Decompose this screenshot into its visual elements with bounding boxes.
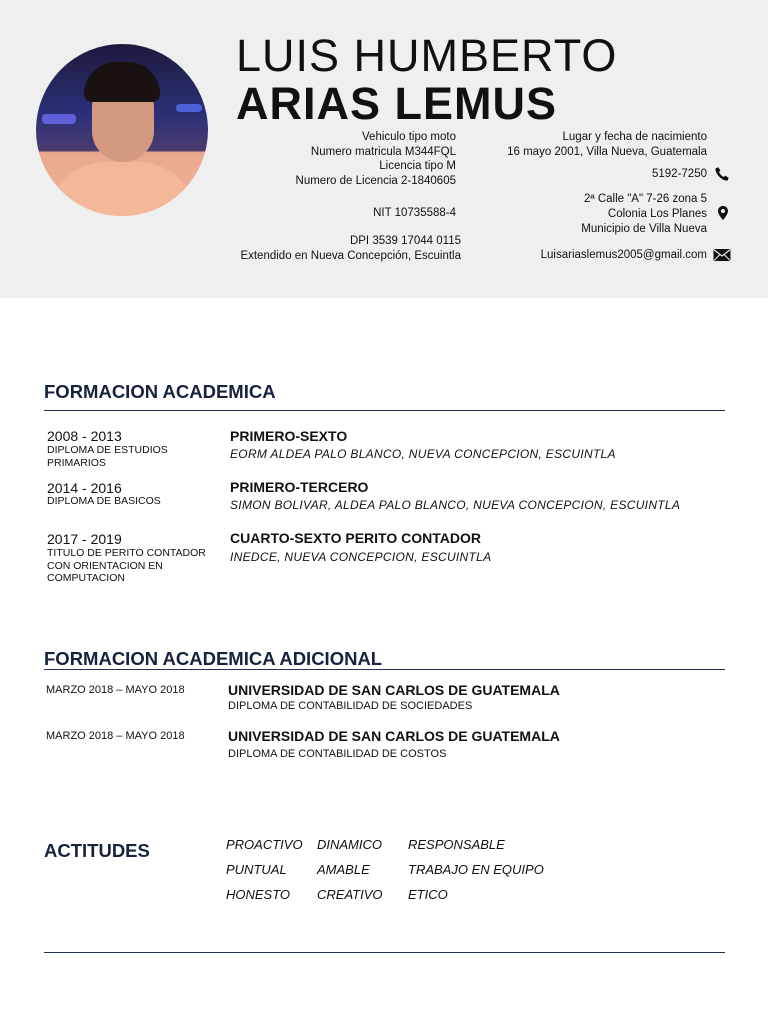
edu-institution-2: SIMON BOLIVAR, ALDEA PALO BLANCO, NUEVA CONCEPCION, ESCUINTLA (230, 498, 681, 512)
dpi-number: DPI 3539 17044 0115 (349, 235, 461, 247)
attitude-item: DINAMICO (317, 837, 382, 852)
edu-note-1: DIPLOMA DE ESTUDIOS PRIMARIOS (47, 444, 168, 469)
vehicle-type: Vehiculo tipo moto (362, 131, 456, 143)
mail-icon (713, 248, 731, 262)
nit-number: NIT 10735588-4 (373, 207, 456, 219)
edu-note-3: TITULO DE PERITO CONTADOR CON ORIENTACION EN COMPUTACION (47, 547, 206, 584)
phone-number: 5192-7250 (652, 168, 707, 180)
edu-degree-2: PRIMERO-TERCERO (230, 479, 369, 495)
edu-note-2: DIPLOMA DE BASICOS (47, 495, 161, 507)
section-title-additional: FORMACION ACADEMICA ADICIONAL (44, 648, 383, 669)
birth-label: Lugar y fecha de nacimiento (562, 131, 707, 143)
first-names: LUIS HUMBERTO (236, 30, 618, 81)
edu-degree-1: PRIMERO-SEXTO (230, 428, 348, 444)
plate-number: Numero matricula M344FQL (310, 146, 456, 158)
location-pin-icon (715, 205, 731, 221)
attitude-item: ETICO (408, 887, 448, 902)
dpi-issued: Extendido en Nueva Concepción, Escuintla (240, 250, 461, 262)
license-number: Numero de Licencia 2-1840605 (295, 175, 456, 187)
last-names: ARIAS LEMUS (236, 78, 558, 129)
additional-diploma-2: DIPLOMA DE CONTABILIDAD DE COSTOS (228, 748, 447, 760)
attitude-item: PROACTIVO (226, 837, 303, 852)
additional-dates-2: MARZO 2018 – MAYO 2018 (46, 730, 185, 742)
attitude-item: RESPONSABLE (408, 837, 505, 852)
edu-years-3: 2017 - 2019 (47, 531, 122, 547)
phone-icon (714, 166, 730, 182)
additional-diploma-1: DIPLOMA DE CONTABILIDAD DE SOCIEDADES (228, 700, 473, 712)
address-line-2: Colonia Los Planes (607, 208, 707, 220)
section-title-education: FORMACION ACADEMICA (44, 381, 276, 402)
section-title-attitudes: ACTITUDES (44, 840, 150, 861)
section-divider (44, 669, 725, 670)
attitude-item: TRABAJO EN EQUIPO (408, 862, 544, 877)
edu-institution-3: INEDCE, NUEVA CONCEPCION, ESCUINTLA (230, 550, 492, 564)
address-line-1: 2ª Calle "A" 7-26 zona 5 (583, 193, 707, 205)
edu-years-1: 2008 - 2013 (47, 428, 122, 444)
license-type: Licencia tipo M (379, 160, 456, 172)
attitude-item: CREATIVO (317, 887, 383, 902)
profile-photo (36, 44, 208, 216)
attitude-item: PUNTUAL (226, 862, 287, 877)
additional-university-1: UNIVERSIDAD DE SAN CARLOS DE GUATEMALA (228, 682, 560, 698)
address-line-3: Municipio de Villa Nueva (581, 223, 707, 235)
attitude-item: AMABLE (317, 862, 370, 877)
birth-value: 16 mayo 2001, Villa Nueva, Guatemala (507, 146, 707, 158)
edu-institution-1: EORM ALDEA PALO BLANCO, NUEVA CONCEPCION, ESCUINTLA (230, 447, 616, 461)
email-address: Luisariaslemus2005@gmail.com (540, 249, 707, 261)
attitude-item: HONESTO (226, 887, 291, 902)
edu-degree-3: CUARTO-SEXTO PERITO CONTADOR (230, 530, 481, 546)
footer-divider (44, 952, 725, 953)
additional-university-2: UNIVERSIDAD DE SAN CARLOS DE GUATEMALA (228, 728, 560, 744)
edu-years-2: 2014 - 2016 (47, 480, 122, 496)
section-divider (44, 410, 725, 411)
additional-dates-1: MARZO 2018 – MAYO 2018 (46, 684, 185, 696)
